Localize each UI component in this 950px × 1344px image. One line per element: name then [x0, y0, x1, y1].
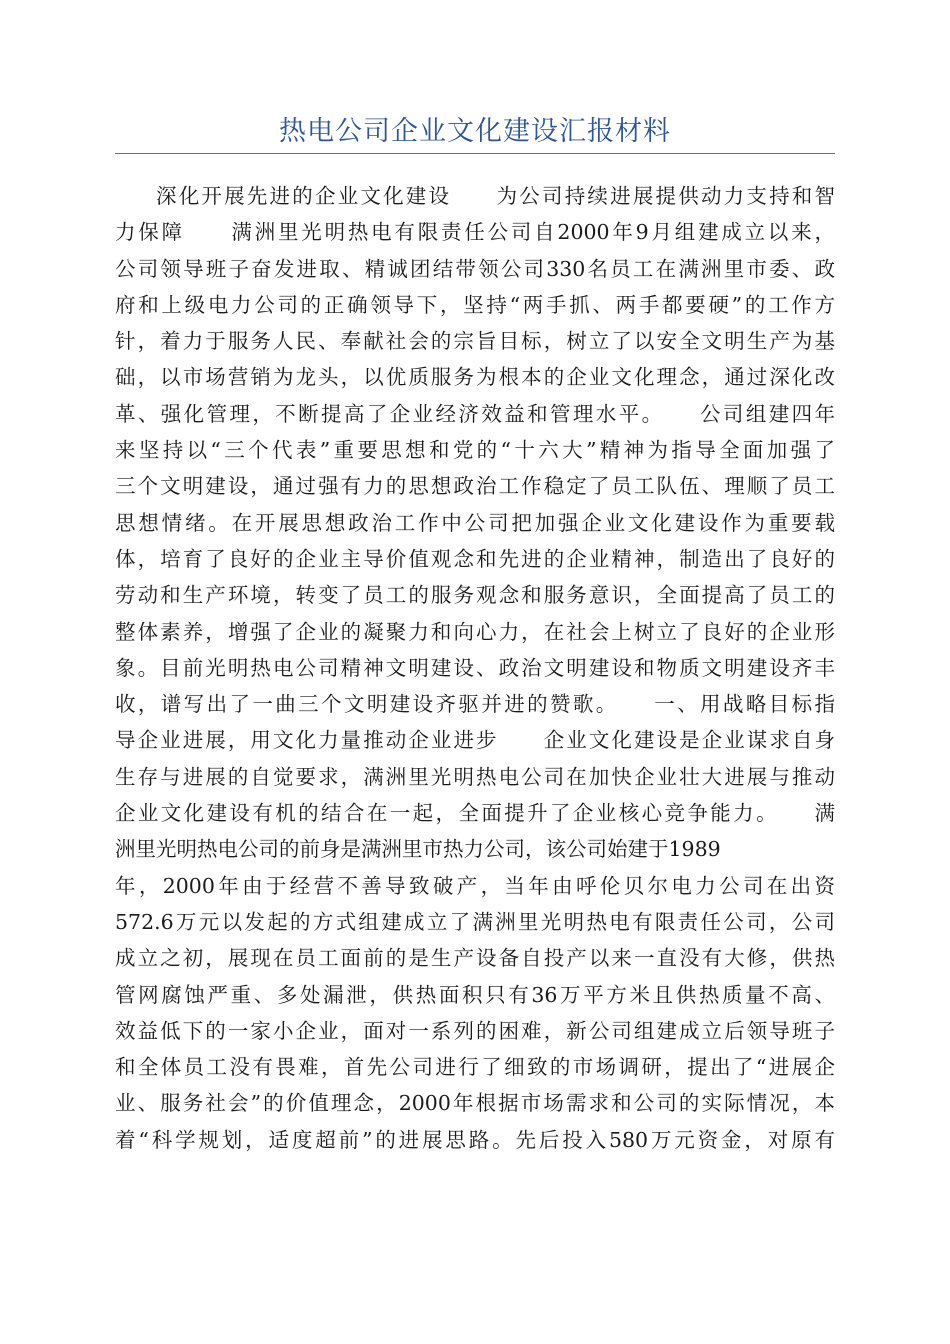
- body-line: 劳动和生产环境，转变了员工的服务观念和服务意识，全面提高了员工的: [115, 583, 835, 608]
- body-line: 管网腐蚀严重、多处漏泄，供热面积只有36万平方米且供热质量不高、: [115, 982, 835, 1007]
- body-line: 针，着力于服务人民、奉献社会的宗旨目标，树立了以安全文明生产为基: [115, 329, 835, 354]
- body-line: 年，2000年由于经营不善导致破产，当年由呼伦贝尔电力公司在出资: [115, 873, 835, 898]
- body-line: 三个文明建设，通过强有力的思想政治工作稳定了员工队伍、理顺了员工: [115, 474, 835, 499]
- body-line: 业、服务社会”的价值理念，2000年根据市场需求和公司的实际情况，本: [115, 1091, 835, 1116]
- body-line: 来坚持以“三个代表”重要思想和党的“十六大”精神为指导全面加强了: [115, 438, 835, 463]
- body-line: 革、强化管理，不断提高了企业经济效益和管理水平。 公司组建四年: [115, 401, 835, 426]
- body-line: 生存与进展的自觉要求，满洲里光明热电公司在加快企业壮大进展与推动: [115, 764, 835, 789]
- body-line: 思想情绪。在开展思想政治工作中公司把加强企业文化建设作为重要载: [115, 510, 835, 535]
- body-line: 效益低下的一家小企业，面对一系列的困难，新公司组建成立后领导班子: [115, 1018, 835, 1043]
- body-line: 府和上级电力公司的正确领导下，坚持“两手抓、两手都要硬”的工作方: [115, 292, 835, 317]
- body-line: 企业文化建设有机的结合在一起，全面提升了企业核心竞争能力。 满: [115, 801, 835, 826]
- document-body: [115, 178, 835, 1158]
- body-line: 导企业进展，用文化力量推动企业进步 企业文化建设是企业谋求自身: [115, 728, 835, 753]
- body-line: 象。目前光明热电公司精神文明建设、政治文明建设和物质文明建设齐丰: [115, 655, 835, 680]
- body-line: 洲里光明热电公司的前身是满洲里市热力公司，该公司始建于1989: [115, 837, 721, 862]
- body-line: 体，培育了良好的企业主导价值观念和先进的企业精神，制造出了良好的: [115, 546, 835, 571]
- body-line: 成立之初，展现在员工面前的是生产设备自投产以来一直没有大修，供热: [115, 946, 835, 971]
- title-underline: [115, 153, 835, 154]
- body-line: 础，以市场营销为龙头，以优质服务为根本的企业文化理念，通过深化改: [115, 365, 835, 390]
- body-line: 公司领导班子奋发进取、精诚团结带领公司330名员工在满洲里市委、政: [115, 256, 835, 281]
- body-line: 整体素养，增强了企业的凝聚力和向心力，在社会上树立了良好的企业形: [115, 619, 835, 644]
- document-title: 热电公司企业文化建设汇报材料: [279, 116, 671, 147]
- body-line: 力保障 满洲里光明热电有限责任公司自2000年9月组建成立以来，: [115, 220, 835, 245]
- body-line: 和全体员工没有畏难，首先公司进行了细致的市场调研，提出了“进展企: [115, 1055, 835, 1080]
- body-line: 深化开展先进的企业文化建设 为公司持续进展提供动力支持和智: [156, 184, 835, 208]
- body-line: 572.6万元以发起的方式组建成立了满洲里光明热电有限责任公司，公司: [115, 909, 835, 934]
- body-line: 着“科学规划，适度超前”的进展思路。先后投入580万元资金，对原有: [115, 1127, 835, 1152]
- body-line: 收，谱写出了一曲三个文明建设齐驱并进的赞歌。 一、用战略目标指: [115, 692, 835, 717]
